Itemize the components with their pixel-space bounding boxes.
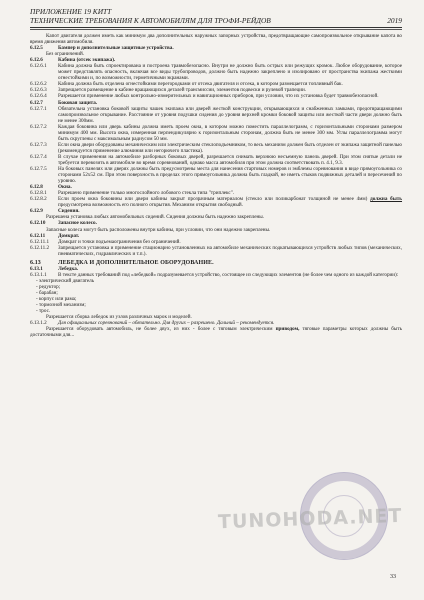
clause-title: Кабина (отсек экипажа). xyxy=(58,57,116,64)
clause-6-12-11-2: 6.12.11.2 Запрещается установка и применение стационарно установленных на автомобиле механических подкатывающихся устройств любых типов (механических, пневматических, гидравлических и т.п.). xyxy=(30,244,402,257)
clause-6-13-1-2: 6.13.1.2 Для официальных соревнований – обязательно. Для других – разрешено. Дальний – рекомендуется. xyxy=(30,320,275,327)
clause-6-12-8-1: 6.12.8.1 Разрешено применение только многослойного лобового стекла типа "триплекс". xyxy=(30,190,235,197)
clause-6-12-7-2: 6.12.7.2 Каждая боковина или дверь кабины должна иметь проем окна, в котором можно поместить параллелограмм, с горизонтальными сторонами размером минимум 400 мм. Высота окна, измеренная перпендикулярно к горизонтальным сторонам, должна быть не менее 300 мм. Углы параллелограмма могут быть скруглены с максимальным радиусом 50 мм. xyxy=(30,123,402,142)
header-appendix: ПРИЛОЖЕНИЕ 19 КИТТ xyxy=(30,7,112,16)
list-footnote: Разрешается сборка лебедок из узлов различных марок и моделей. xyxy=(46,314,192,321)
clause-6-12-8-2: 6.12.8.2 Если проем окна боковины или двери кабины закрыт прозрачным материалом (стекло или поликарбонат толщиной не менее 4мм) должна быть предусмотрена возможность его полного открытия. Механизм открытия свободный. xyxy=(30,196,403,209)
clause-6-12-7-1: 6.12.7.1 Обязательна установка боковой защиты чашек экипажа или дверей жесткой конструкции, открывающихся и снабженных замками, предотвращающими самопроизвольное открывание. Расстояние от уровня подушки сидения до уровня верхней кромки боковой защиты или жесткой части двери должно быть не менее 300мм. xyxy=(30,105,402,124)
clause-6-12-6-2: 6.12.6.2 Кабина должна быть отделена огнестойкими перегородками от отсека двигателя и отсека, в котором размещается топливный бак. xyxy=(30,81,343,88)
section-6-13: 6.13 ЛЕБЕДКА И ДОПОЛНИТЕЛЬНОЕ ОБОРУДОВАНИЕ. xyxy=(30,260,402,266)
section-title: ЛЕБЕДКА И ДОПОЛНИТЕЛЬНОЕ ОБОРУДОВАНИЕ. xyxy=(58,259,214,266)
clause-title: Лебедка. xyxy=(58,265,79,272)
clause-6-12-7: 6.12.7 Боковая защита. xyxy=(30,100,402,106)
clause-title: Боковая защита. xyxy=(58,99,98,106)
clause-6-12-7-5: 6.12.7.5 На боковых панелях или дверях должны быть предусмотрены места для нанесения стартовых номеров и эмблемы соревнования в виде прямоугольника со сторонами 52х52 см. При этом поверхность в пределах этого прямоугольника должна быть гладкой, не иметь стыков подвижных деталей и пересечений по уровню. xyxy=(30,166,402,185)
clause-text: Разрешена установка любых автомобильных сидений. Сидения должны быть надежно закреплены. xyxy=(46,214,264,221)
page-number: 33 xyxy=(390,574,396,580)
header-title: ТЕХНИЧЕСКИЕ ТРЕБОВАНИЯ К АВТОМОБИЛЯМ ДЛЯ ТРОФИ-РЕЙДОВ xyxy=(30,15,271,25)
list-item: - электрический двигатель xyxy=(36,277,95,284)
clause-title: Домкрат. xyxy=(58,232,80,239)
clause-title: Запасное колесо. xyxy=(58,220,97,227)
winch-component-list xyxy=(30,278,402,314)
list-item: - корпус или рама; xyxy=(36,296,77,303)
clause-title: Окна. xyxy=(58,184,72,191)
emphasis-must: должна быть xyxy=(370,196,403,203)
clause-6-12-8: 6.12.8 Окна. xyxy=(30,184,402,190)
clause-6-12-11: 6.12.11 Домкрат. xyxy=(30,233,402,239)
clause-text: Без ограничений. xyxy=(46,51,85,58)
intro-paragraph: Капот двигателя должен иметь как минимум два дополнительных наружных запорных устройства, предотвращающие самопроизвольное открывание капота во время движения автомобиля. xyxy=(30,33,402,46)
clause-6-12-9: 6.12.9 Сидения. xyxy=(30,208,402,214)
list-item: - тормозной механизм; xyxy=(36,302,86,309)
clause-6-12-11-1: 6.12.11.1 Домкрат и точки подъемаограничения без ограничений. xyxy=(30,238,181,245)
clause-6-12-7-4: 6.12.7.4 В случае применения на автомобиле разборных боковых дверей, разрешается снимать верхнюю несъемную панель дверей. При этом снятые детали не требуется перевозить в автомобиле во время соревнований, однако масса автомобиля при этом должна соответствовать п. 4.1, 9.3. xyxy=(30,153,402,166)
clause-6-12-10: 6.12.10 Запасное колесо. xyxy=(30,220,402,226)
header-year: 2019 xyxy=(387,15,402,25)
running-header xyxy=(30,8,402,25)
clause-title: Бампер и дополнительные защитные устройства. xyxy=(58,45,174,52)
clause-text: Запасные колеса могут быть расположены внутри кабины, при условии, что они надежно закреплены. xyxy=(46,226,271,233)
list-item: - барабан; xyxy=(36,289,58,296)
clause-6-13-1-1: 6.13.1.1 В тексте данных требований под «лебедкой» подразумевается устройство, состоящее из следующих элементов (не более чем одного из каждой категории): xyxy=(30,271,399,278)
header-rule xyxy=(30,27,402,28)
clause-6-12-7-3: 6.12.7.3 Если окна двери оборудованы механическим или электрическим стеклоподъемником, то весь механизм должен быть отделен от экипажа защитной панелью (рекомендуется применение алюминия или негорючего пластика). xyxy=(30,141,402,154)
site-watermark: TUNOHODA.NET xyxy=(217,504,403,534)
header-rule-thin xyxy=(30,29,402,30)
clause-6-12-6-1: 6.12.6.1 Кабина должна быть спроектирована и построена травмобезопасно. Внутри не должно быть острых или режущих кромок. Любое оборудование, которое может представлять опасность, включая все виды трубопроводов, должно быть надежно закреплено и изолировано от пространства экипажа жесткими огнестойкими и, по возможности, герметичными экранами. xyxy=(30,63,402,82)
list-item: - трос. xyxy=(36,308,51,315)
clause-6-12-6-3: 6.12.6.3 Запрещается размещение в кабине вращающихся деталей трансмиссии, элементов подвески и рулевой трапеции. xyxy=(30,87,307,94)
clause-6-12-6: 6.12.6 Кабина (отсек экипажа). xyxy=(30,57,402,63)
closing-paragraph: Разрешается оборудовать автомобиль, не более двух, из них - более с тяговым электрическим приводом, тяговые параметры которых должны быть достаточными для... xyxy=(30,326,402,339)
clause-6-12-6-4: 6.12.6.4 Разрешается применение любых контрольно-измерительных и навигационных приборов, при условии, что их установка будет травмобезопасной. xyxy=(30,93,379,100)
list-item: - редуктор; xyxy=(36,283,61,290)
clause-6-13-1: 6.13.1 Лебедка. xyxy=(30,266,402,272)
document-body xyxy=(30,33,402,338)
clause-6-12-5: 6.12.5 Бампер и дополнительные защитные устройства. xyxy=(30,45,402,51)
clause-title: Сидения. xyxy=(58,208,80,215)
